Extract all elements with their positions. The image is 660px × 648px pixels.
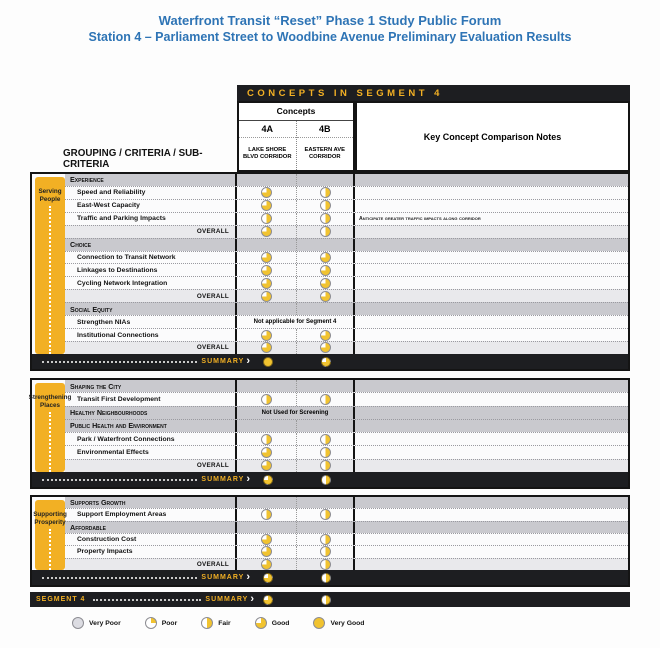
rating-cell-4b (297, 433, 355, 445)
rating-good-icon (261, 342, 272, 353)
rating-cell-4b (297, 329, 355, 341)
group-rows (65, 380, 628, 472)
rating-good-icon (261, 460, 272, 471)
rating-fair-icon (321, 595, 331, 605)
criteria-row (65, 533, 628, 545)
criteria-row (65, 251, 628, 264)
rating-good-icon (320, 291, 331, 302)
rating-fair-icon (321, 475, 331, 485)
note-cell (355, 393, 628, 405)
note-cell (355, 497, 628, 508)
note-cell (355, 174, 628, 186)
rating-cell-4a (237, 380, 297, 392)
concept-corridor-label: LAKE SHORE BLVD CORRIDOR (242, 147, 292, 160)
segment-banner: CONCEPTS IN SEGMENT 4 (237, 85, 630, 101)
dotted-leader (42, 577, 197, 579)
rating-cell-4b (297, 522, 355, 533)
page-title: Waterfront Transit “Reset” Phase 1 Study Public Forum (158, 13, 502, 28)
rating-cell-4b (297, 380, 355, 392)
criteria-row (65, 212, 628, 225)
rating-cell-4b (297, 174, 355, 186)
section-header-row (65, 406, 628, 419)
criteria-label: OVERALL (65, 559, 237, 570)
rating-cell-4b (297, 213, 355, 225)
legend-label: Fair (218, 619, 231, 627)
overall-row (65, 289, 628, 302)
note-cell (355, 290, 628, 302)
section-header-row (65, 497, 628, 508)
note-cell (355, 559, 628, 570)
rating-good-icon (261, 226, 272, 237)
note-cell (355, 303, 628, 315)
criteria-label: Linkages to Destinations (65, 264, 237, 276)
summary-label: SUMMARY (201, 476, 245, 483)
group-body (32, 174, 628, 354)
summary-bar-left (38, 472, 250, 487)
criteria-row (65, 186, 628, 199)
legend-label: Very Poor (89, 619, 121, 627)
rating-very_good-icon (313, 617, 325, 629)
concepts-header (237, 101, 355, 172)
group-sidebar (35, 500, 65, 570)
criteria-label: Transit First Development (65, 393, 237, 405)
rating-fair-icon (201, 617, 213, 629)
legend-label: Poor (161, 619, 178, 627)
criteria-label: OVERALL (65, 342, 237, 354)
rating-cell-4a (237, 342, 297, 354)
criteria-label: Shaping the City (65, 380, 237, 392)
criteria-label: Institutional Connections (65, 329, 237, 341)
criteria-label: Park / Waterfront Connections (65, 433, 237, 445)
rating-good-icon (261, 447, 272, 458)
rating-fair-icon (320, 434, 331, 445)
rating-cell-4b (297, 497, 355, 508)
rating-cell-4b (297, 200, 355, 212)
rating-cell-4b (297, 446, 355, 458)
rating-good-icon (261, 291, 272, 302)
rating-cell-4b (297, 303, 355, 315)
note-cell (355, 342, 628, 354)
group-rows (65, 174, 628, 354)
rating-good-icon (263, 573, 273, 583)
sidebar-dotted-line (49, 412, 51, 472)
span-note: Not applicable for Segment 4 (237, 316, 355, 328)
rating-very_poor-icon (72, 617, 84, 629)
group-body (32, 497, 628, 570)
rating-cell-4a (237, 213, 297, 225)
group-box-2 (30, 495, 630, 587)
chevron-right-icon: › (250, 593, 254, 605)
group-name-label: Strengthening Places (28, 394, 72, 409)
rating-fair-icon (320, 187, 331, 198)
rating-good-icon (261, 252, 272, 263)
note-cell (355, 316, 628, 328)
concept-id-label: 4A (239, 121, 296, 138)
rating-very_good-icon (263, 357, 273, 367)
rating-cell-4a (237, 303, 297, 315)
rating-fair-icon (261, 434, 272, 445)
rating-cell-4a (237, 187, 297, 199)
legend-item-good (255, 617, 290, 629)
note-cell (355, 433, 628, 445)
criteria-row (65, 263, 628, 276)
legend-label: Very Good (330, 619, 365, 627)
note-cell (355, 509, 628, 520)
rating-cell-4a (237, 559, 297, 570)
rating-good-icon (263, 475, 273, 485)
criteria-label: OVERALL (65, 290, 237, 302)
note-cell (355, 407, 628, 419)
rating-fair-icon (320, 546, 331, 557)
criteria-row (65, 508, 628, 520)
chevron-right-icon: › (246, 473, 250, 485)
concept-corridor-label: EASTERN AVE CORRIDOR (304, 147, 346, 160)
rating-fair-icon (320, 559, 331, 570)
concepts-label: Concepts (239, 103, 353, 121)
concept-column-4b (296, 121, 354, 170)
sidebar-dotted-line (49, 206, 51, 354)
dotted-leader (93, 599, 201, 601)
rating-cell-4a (237, 497, 297, 508)
dotted-leader (42, 361, 197, 363)
segment-label: SEGMENT 4 (36, 596, 86, 603)
rating-cell-4b (297, 342, 355, 354)
rating-good-icon (261, 265, 272, 276)
rating-cell-4b (297, 559, 355, 570)
group-sidebar (35, 177, 65, 354)
legend-label: Good (271, 619, 290, 627)
rating-good-icon (261, 200, 272, 211)
concept-id-label: 4B (297, 121, 354, 138)
rating-cell-4b (297, 226, 355, 238)
rating-cell-4a (237, 277, 297, 289)
rating-good-icon (261, 187, 272, 198)
note-cell (355, 460, 628, 472)
criteria-label: Connection to Transit Network (65, 252, 237, 264)
note-cell (355, 187, 628, 199)
rating-cell-4b (297, 393, 355, 405)
rating-legend (72, 617, 364, 629)
concept-column-4a (239, 121, 296, 170)
rating-cell-4a (237, 264, 297, 276)
rating-fair-icon (320, 226, 331, 237)
group-body (28, 380, 628, 472)
rating-good-icon (320, 265, 331, 276)
concept-columns (239, 121, 353, 170)
note-cell: Anticipate greater traffic impacts along corridor (359, 215, 481, 222)
rating-cell-4b (297, 460, 355, 472)
rating-poor-icon (145, 617, 157, 629)
criteria-label: Traffic and Parking Impacts (65, 213, 237, 225)
rating-cell-4a (237, 393, 297, 405)
rating-cell-4b (297, 277, 355, 289)
rating-good-icon (261, 278, 272, 289)
note-cell (355, 546, 628, 557)
criteria-label: Property Impacts (65, 546, 237, 557)
legend-item-very_poor (72, 617, 121, 629)
page-subtitle: Station 4 – Parliament Street to Woodbine Avenue Preliminary Evaluation Results (88, 30, 572, 44)
note-cell (355, 522, 628, 533)
criteria-label: Experience (65, 174, 237, 186)
rating-fair-icon (320, 394, 331, 405)
summary-bar-left (38, 570, 250, 585)
group-sidebar (28, 383, 72, 472)
summary-bar-left (36, 592, 254, 607)
rating-cell-4a (237, 433, 297, 445)
summary-bar-left (38, 354, 250, 369)
note-cell (355, 226, 628, 238)
rating-cell-4a (237, 290, 297, 302)
criteria-label: Supports Growth (65, 497, 237, 508)
summary-bar (32, 354, 628, 369)
rating-cell-4b (297, 509, 355, 520)
summary-label: SUMMARY (205, 596, 249, 603)
criteria-row (65, 445, 628, 458)
note-cell (355, 446, 628, 458)
criteria-row (65, 276, 628, 289)
rating-fair-icon (320, 447, 331, 458)
rating-good-icon (263, 595, 273, 605)
summary-label: SUMMARY (201, 358, 245, 365)
overall-row (65, 225, 628, 238)
rating-cell-4a (237, 546, 297, 557)
summary-label: SUMMARY (201, 574, 245, 581)
rating-cell-4b (297, 239, 355, 251)
criteria-label: Public Health and Environment (65, 420, 237, 432)
rating-good-icon (261, 330, 272, 341)
rating-fair-icon (261, 213, 272, 224)
criteria-label: Healthy Neighbourhoods (65, 407, 237, 419)
grouping-header: GROUPING / CRITERIA / SUB-CRITERIA (63, 148, 203, 170)
rating-fair-icon (261, 394, 272, 405)
rating-cell-4a (237, 329, 297, 341)
criteria-label: Social Equity (65, 303, 237, 315)
rating-cell-4a (237, 522, 297, 533)
rating-cell-4a (237, 239, 297, 251)
note-cell (355, 264, 628, 276)
rating-cell-4a (237, 420, 297, 432)
note-cell (355, 329, 628, 341)
group-box-1 (30, 378, 630, 489)
section-header-row (65, 380, 628, 392)
overall-row (65, 558, 628, 570)
criteria-label: Strengthen NIAs (65, 316, 237, 328)
segment-summary-bar (30, 592, 630, 607)
criteria-row (65, 315, 628, 328)
rating-cell-4a (237, 460, 297, 472)
legend-item-fair (201, 617, 230, 629)
summary-bar (32, 570, 628, 585)
rating-good-icon (320, 342, 331, 353)
section-header-row (65, 419, 628, 432)
note-cell (355, 534, 628, 545)
criteria-row (65, 545, 628, 557)
rating-good-icon (255, 617, 267, 629)
criteria-label: Support Employment Areas (65, 509, 237, 520)
notes-header: Key Concept Comparison Notes (355, 101, 630, 172)
rating-cell-4b (297, 264, 355, 276)
rating-cell-4a (237, 446, 297, 458)
rating-cell-4b (297, 546, 355, 557)
rating-good-icon (320, 252, 331, 263)
note-cell (355, 380, 628, 392)
group-name-label: Serving People (38, 188, 62, 203)
criteria-label: Choice (65, 239, 237, 251)
rating-good-icon (321, 357, 331, 367)
rating-fair-icon (261, 509, 272, 520)
group-box-0 (30, 172, 630, 371)
rating-cell-4a (237, 534, 297, 545)
rating-fair-icon (320, 213, 331, 224)
title-block (0, 12, 660, 46)
legend-item-very_good (313, 617, 364, 629)
criteria-label: Cycling Network Integration (65, 277, 237, 289)
rating-fair-icon (320, 200, 331, 211)
rating-good-icon (261, 534, 272, 545)
section-header-row (65, 174, 628, 186)
summary-bar (32, 472, 628, 487)
legend-item-poor (145, 617, 177, 629)
criteria-label: Environmental Effects (65, 446, 237, 458)
rating-cell-4b (297, 290, 355, 302)
rating-cell-4a (237, 509, 297, 520)
section-header-row (65, 521, 628, 533)
criteria-label: Affordable (65, 522, 237, 533)
rating-good-icon (320, 330, 331, 341)
criteria-label: OVERALL (65, 226, 237, 238)
note-cell (355, 239, 628, 251)
overall-row (65, 459, 628, 472)
criteria-row (65, 432, 628, 445)
rating-fair-icon (320, 534, 331, 545)
rating-cell-4a (237, 200, 297, 212)
rating-good-icon (261, 546, 272, 557)
rating-fair-icon (320, 509, 331, 520)
group-rows (65, 497, 628, 570)
sidebar-dotted-line (49, 529, 51, 570)
chevron-right-icon: › (246, 571, 250, 583)
criteria-label: East-West Capacity (65, 200, 237, 212)
note-cell (355, 252, 628, 264)
overall-row (65, 341, 628, 354)
chevron-right-icon: › (246, 355, 250, 367)
rating-cell-4b (297, 534, 355, 545)
span-note: Not Used for Screening (237, 407, 355, 419)
rating-cell-4b (297, 252, 355, 264)
section-header-row (65, 238, 628, 251)
note-cell (355, 277, 628, 289)
rating-cell-4a (237, 226, 297, 238)
rating-cell-4a (237, 252, 297, 264)
criteria-label: Speed and Reliability (65, 187, 237, 199)
criteria-row (65, 199, 628, 212)
note-cell (355, 200, 628, 212)
note-cell (355, 420, 628, 432)
criteria-label: Construction Cost (65, 534, 237, 545)
criteria-row (65, 328, 628, 341)
rating-good-icon (320, 278, 331, 289)
rating-fair-icon (321, 573, 331, 583)
rating-good-icon (261, 559, 272, 570)
rating-cell-4a (237, 174, 297, 186)
section-header-row (65, 302, 628, 315)
rating-cell-4b (297, 187, 355, 199)
group-name-label: Supporting Prosperity (33, 511, 67, 526)
dotted-leader (42, 479, 197, 481)
criteria-row (65, 392, 628, 405)
rating-fair-icon (320, 460, 331, 471)
rating-cell-4b (297, 420, 355, 432)
criteria-label: OVERALL (65, 460, 237, 472)
